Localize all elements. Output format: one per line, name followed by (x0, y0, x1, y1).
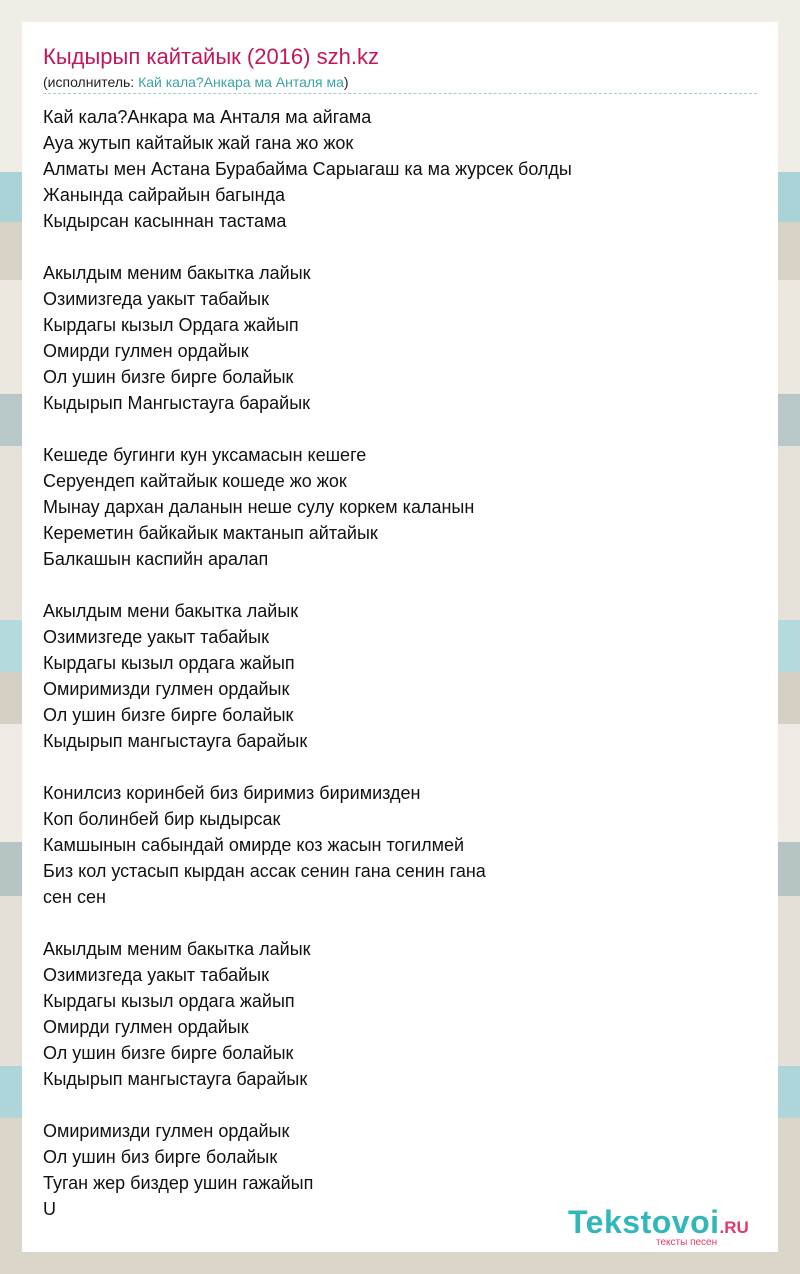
logo-name: Tekstovoi (568, 1204, 720, 1240)
title-divider (43, 93, 757, 94)
performer-suffix: ) (343, 74, 349, 90)
lyric-line: Акылдым меним бакытка лайык (43, 939, 311, 959)
stanza-gap (43, 234, 572, 260)
performer-link[interactable]: Кай кала?Анкара ма Анталя ма (138, 74, 344, 90)
lyric-line: Кыдырсан касыннан тастама (43, 211, 287, 231)
lyric-line: Кешеде бугинги кун уксамасын кешеге (43, 445, 367, 465)
lyric-line: Серуендеп кайтайык кошеде жо жок (43, 471, 347, 491)
lyric-line: Жанында сайрайын багында (43, 185, 286, 205)
lyric-line: Акылдым мени бакытка лайык (43, 601, 299, 621)
lyric-line: Озимизгеде уакыт табайык (43, 627, 269, 647)
lyrics-card (22, 22, 778, 1252)
stanza-gap (43, 754, 572, 780)
page-title: Кыдырып кайтайык (2016) szh.kz (43, 44, 379, 69)
logo-wordmark (568, 1204, 749, 1241)
lyric-line: Кыдырып мангыстауга барайык (43, 731, 308, 751)
lyric-line: Кырдагы кызыл Ордага жайып (43, 315, 299, 335)
lyric-line: Кыдырып Мангыстауга барайык (43, 393, 311, 413)
logo-tld: .RU (719, 1218, 749, 1237)
lyric-line: Ол ушин биз бирге болайык (43, 1147, 278, 1167)
lyric-line: Ол ушин бизге бирге болайык (43, 1043, 294, 1063)
lyric-line: Биз кол устасып кырдан ассак сенин гана сенин гана (43, 861, 486, 881)
lyric-line: Омирди гулмен ордайык (43, 341, 249, 361)
lyric-line: Коп болинбей бир кыдырсак (43, 809, 281, 829)
lyric-line: Озимизгеда уакыт табайык (43, 965, 269, 985)
site-logo[interactable] (568, 1204, 774, 1250)
lyric-line: Кереметин байкайык мактанып айтайык (43, 523, 378, 543)
stanza-gap (43, 910, 572, 936)
lyric-line: Кыдырып мангыстауга барайык (43, 1069, 308, 1089)
stanza-gap (43, 572, 572, 598)
lyric-line: сен сен (43, 887, 106, 907)
lyric-line: Кай кала?Анкара ма Анталя ма айгама (43, 107, 372, 127)
lyrics-text (43, 104, 572, 1222)
lyric-line: Омирди гулмен ордайык (43, 1017, 249, 1037)
lyric-line: Кырдагы кызыл ордага жайып (43, 991, 295, 1011)
performer-line (43, 74, 349, 90)
lyric-line: Ол ушин бизге бирге болайык (43, 705, 294, 725)
lyric-line: Омиримизди гулмен ордайык (43, 1121, 290, 1141)
lyric-line: Камшынын сабындай омирде коз жасын тогилмей (43, 835, 465, 855)
logo-tagline: тексты песен (656, 1237, 718, 1248)
lyric-line: Конилсиз коринбей биз биримиз биримизден (43, 783, 421, 803)
lyric-line: Алматы мен Астана Бурабайма Сарыагаш ка ма журсек болды (43, 159, 572, 179)
performer-prefix: (исполнитель: (43, 74, 139, 90)
lyric-line: Мынау дархан даланын неше сулу коркем каланын (43, 497, 475, 517)
lyric-line: Туган жер биздер ушин гажайып (43, 1173, 314, 1193)
lyric-line: Ол ушин бизге бирге болайык (43, 367, 294, 387)
lyric-line: Акылдым меним бакытка лайык (43, 263, 311, 283)
lyric-line: Озимизгеда уакыт табайык (43, 289, 269, 309)
lyric-line: Омиримизди гулмен ордайык (43, 679, 290, 699)
stanza-gap (43, 1092, 572, 1118)
lyric-line: U (43, 1199, 56, 1219)
lyric-line: Кырдагы кызыл ордага жайып (43, 653, 295, 673)
lyric-line: Ауа жутып кайтайык жай гана жо жок (43, 133, 354, 153)
lyric-line: Балкашын каспийн аралап (43, 549, 269, 569)
stanza-gap (43, 416, 572, 442)
